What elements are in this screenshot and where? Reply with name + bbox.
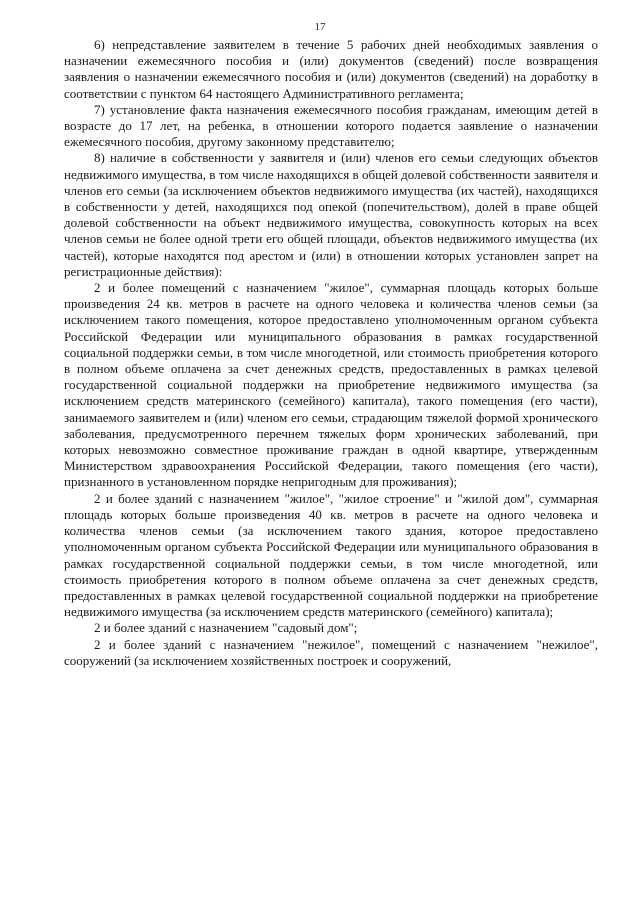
paragraph-residential-buildings: 2 и более зданий с назначением "жилое", "жилое строение" и "жилой дом", суммарная площадь которых больше произведения 40 кв. метров в расчете на одного человека и количества членов семьи (за исключением такого здания, которое предоставлено уполномоченным органом субъекта Российской Федерации или муниципального образования в рамках государственной социальной поддержки семьи, в том числе многодетной, или стоимость приобретения которого в полном объеме оплачена за счет денежных средств, предоставленных в рамках целевой государственной социальной поддержки на приобретение недвижимого имущества (за исключением средств материнского (семейного) капитала);	[64, 490, 598, 620]
paragraph-residential-premises: 2 и более помещений с назначением "жилое", суммарная площадь которых больше произведения 24 кв. метров в расчете на одного человека и количества членов семьи (за исключением такого помещения, которое предоставлено уполномоченным органом субъекта Российской Федерации или муниципального образования в рамках государственной социальной поддержки семьи, в том числе многодетной, или стоимость приобретения которого в полном объеме оплачена за счет денежных средств, предоставленных в рамках целевой государственной социальной поддержки на приобретение недвижимого имущества (за исключением средств материнского (семейного) капитала), такого помещения (его части), занимаемого заявителем и (или) членом его семьи, страдающим тяжелой формой хронического заболевания, предусмотренного перечнем тяжелых форм хронических заболеваний, при которых невозможно совместное проживание граждан в одной квартире, утвержденным Министерством здравоохранения Российской Федерации, такого помещения (его части), признанного в установленном порядке непригодным для проживания);	[64, 280, 598, 490]
document-body	[64, 37, 598, 669]
page-number: 17	[314, 21, 326, 33]
paragraph-garden-houses: 2 и более зданий с назначением "садовый дом";	[94, 620, 358, 636]
paragraph-item-8: 8) наличие в собственности у заявителя и (или) членов его семьи следующих объектов недвижимого имущества, в том числе находящихся в общей долевой собственности заявителя и членов его семьи (за исключением объектов недвижимого имущества (их частей), находящихся в собственности у детей, находящихся под опекой (попечительством), долей в праве общей долевой собственности на объект недвижимого имущества, совокупность которых на всех членов семьи не более одной трети его общей площади, объектов недвижимого имущества (их частей), которые находятся под арестом и (или) в отношении которых установлен запрет на регистрационные действия):	[64, 150, 598, 279]
paragraph-non-residential: 2 и более зданий с назначением "нежилое", помещений с назначением "нежилое", сооружений (за исключением хозяйственных построек и сооружений,	[64, 636, 598, 668]
paragraph-item-6: 6) непредставление заявителем в течение 5 рабочих дней необходимых заявления о назначении ежемесячного пособия и (или) документов (сведений) после возвращения заявления о назначении ежемесячного пособия и (или) документов (сведений) на доработку в соответствии с пунктом 64 настоящего Административного регламента;	[64, 37, 598, 101]
paragraph-item-7: 7) установление факта назначения ежемесячного пособия гражданам, имеющим детей в возрасте до 17 лет, на ребенка, в отношении которого подается заявление о назначении ежемесячного пособия, другому законному представителю;	[64, 101, 598, 150]
